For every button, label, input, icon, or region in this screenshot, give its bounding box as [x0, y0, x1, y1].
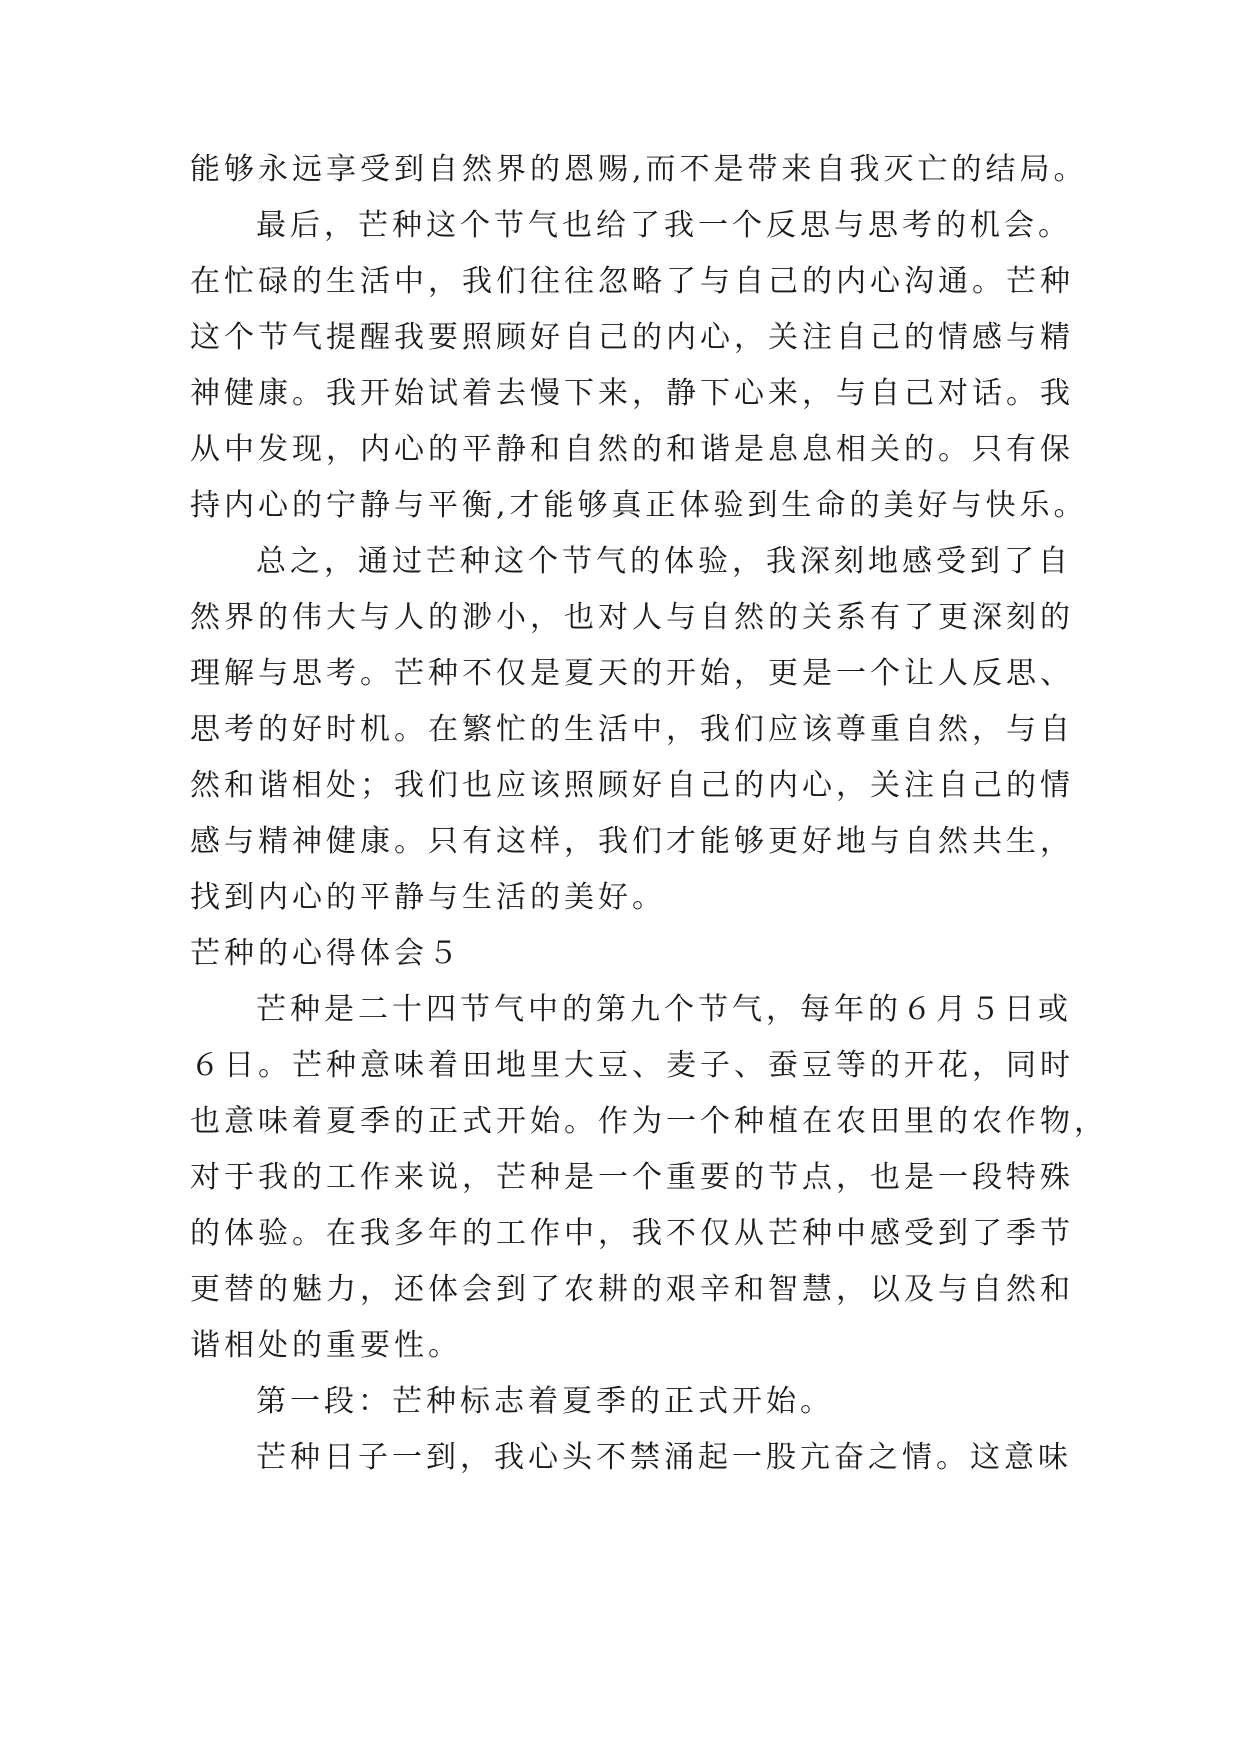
text-line: 神健康。我开始试着去慢下来，静下心来，与自己对话。我	[190, 376, 1074, 411]
text-line: 在忙碌的生活中，我们往往忽略了与自己的内心沟通。芒种	[190, 264, 1074, 299]
paragraph-start-line: 总之，通过芒种这个节气的体验，我深刻地感受到了自	[256, 544, 1072, 579]
text-line: 思考的好时机。在繁忙的生活中，我们应该尊重自然，与自	[190, 712, 1074, 747]
section-heading: 芒种的心得体会５	[190, 936, 462, 971]
text-line: 谐相处的重要性。	[190, 1328, 462, 1363]
text-line: ６日。芒种意味着田地里大豆、麦子、蚕豆等的开花，同时	[190, 1048, 1074, 1083]
paragraph-start-line: 芒种日子一到，我心头不禁涌起一股亢奋之情。这意味	[256, 1440, 1072, 1475]
paragraph-start-line: 第一段：芒种标志着夏季的正式开始。	[256, 1384, 834, 1419]
text-line: 的体验。在我多年的工作中，我不仅从芒种中感受到了季节	[190, 1216, 1074, 1251]
text-line: 能够永远享受到自然界的恩赐,而不是带来自我灭亡的结局。	[190, 152, 1088, 187]
text-line: 更替的魅力，还体会到了农耕的艰辛和智慧，以及与自然和	[190, 1272, 1074, 1307]
text-line: 也意味着夏季的正式开始。作为一个种植在农田里的农作物，	[190, 1104, 1108, 1139]
text-line: 找到内心的平静与生活的美好。	[190, 880, 666, 915]
text-line: 这个节气提醒我要照顾好自己的内心，关注自己的情感与精	[190, 320, 1074, 355]
text-line: 理解与思考。芒种不仅是夏天的开始，更是一个让人反思、	[190, 656, 1074, 691]
text-line: 持内心的宁静与平衡,才能够真正体验到生命的美好与快乐。	[190, 488, 1088, 523]
paragraph-start-line: 最后，芒种这个节气也给了我一个反思与思考的机会。	[256, 208, 1072, 243]
text-line: 从中发现，内心的平静和自然的和谐是息息相关的。只有保	[190, 432, 1074, 467]
paragraph-start-line: 芒种是二十四节气中的第九个节气，每年的６月５日或	[256, 992, 1072, 1027]
text-line: 然界的伟大与人的渺小，也对人与自然的关系有了更深刻的	[190, 600, 1074, 635]
text-line: 感与精神健康。只有这样，我们才能够更好地与自然共生，	[190, 824, 1074, 859]
text-line: 然和谐相处；我们也应该照顾好自己的内心，关注自己的情	[190, 768, 1074, 803]
text-line: 对于我的工作来说，芒种是一个重要的节点，也是一段特殊	[190, 1160, 1074, 1195]
